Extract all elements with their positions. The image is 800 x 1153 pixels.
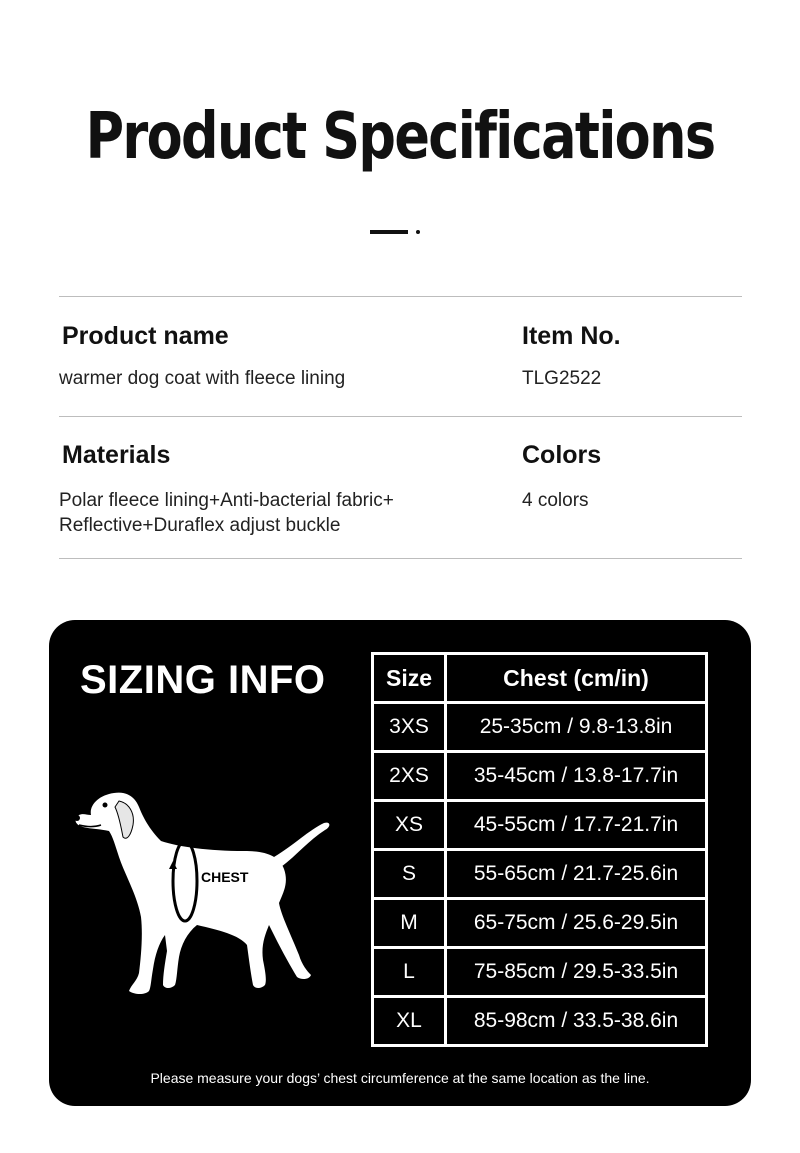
materials-value-line1: Polar fleece lining+Anti-bacterial fabric+: [59, 490, 394, 511]
size-cell: M: [373, 899, 446, 948]
title-dot-divider: [416, 230, 420, 234]
divider-bottom: [59, 558, 742, 559]
table-row: [373, 948, 707, 997]
product-name-value: warmer dog coat with fleece lining: [59, 368, 346, 389]
table-row: [373, 703, 707, 752]
chest-cell: 35-45cm / 13.8-17.7in: [446, 752, 707, 801]
title-dash-divider: [370, 230, 408, 234]
table-header-row: [373, 654, 707, 703]
chest-header: Chest (cm/in): [446, 654, 707, 703]
size-header: Size: [373, 654, 446, 703]
dog-illustration: [69, 785, 339, 1000]
chest-cell: 75-85cm / 29.5-33.5in: [446, 948, 707, 997]
item-no-label: Item No.: [522, 322, 621, 350]
sizing-title: SIZING INFO: [80, 658, 326, 702]
table-row: [373, 850, 707, 899]
size-cell: L: [373, 948, 446, 997]
size-cell: XL: [373, 997, 446, 1046]
measurement-note: Please measure your dogs’ chest circumference at the same location as the line.: [150, 1070, 650, 1086]
size-chart-table: [371, 652, 708, 1047]
chest-cell: 85-98cm / 33.5-38.6in: [446, 997, 707, 1046]
size-cell: 2XS: [373, 752, 446, 801]
colors-value: 4 colors: [522, 490, 589, 511]
chest-cell: 25-35cm / 9.8-13.8in: [446, 703, 707, 752]
materials-label: Materials: [62, 441, 171, 469]
divider-top: [59, 296, 742, 297]
table-row: [373, 752, 707, 801]
chest-cell: 45-55cm / 17.7-21.7in: [446, 801, 707, 850]
chest-label: CHEST: [201, 869, 249, 885]
size-cell: 3XS: [373, 703, 446, 752]
chest-cell: 65-75cm / 25.6-29.5in: [446, 899, 707, 948]
item-no-value: TLG2522: [522, 368, 602, 389]
table-row: [373, 801, 707, 850]
size-cell: S: [373, 850, 446, 899]
product-name-label: Product name: [62, 322, 229, 350]
table-row: [373, 899, 707, 948]
divider-middle: [59, 416, 742, 417]
colors-label: Colors: [522, 441, 602, 469]
sizing-card: [49, 620, 751, 1106]
chest-cell: 55-65cm / 21.7-25.6in: [446, 850, 707, 899]
materials-value-line2: Reflective+Duraflex adjust buckle: [59, 515, 341, 536]
size-cell: XS: [373, 801, 446, 850]
page-title: Product Specifications: [85, 100, 715, 174]
table-row: [373, 997, 707, 1046]
